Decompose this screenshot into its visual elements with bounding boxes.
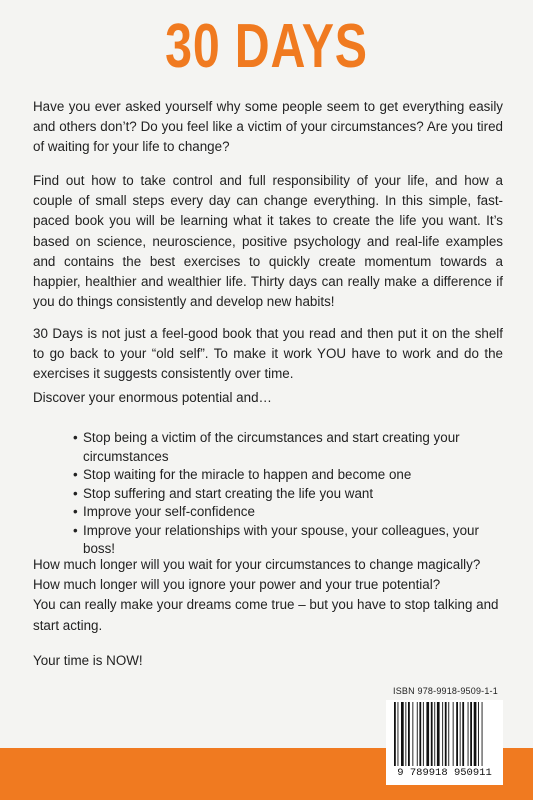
barcode-bar: [468, 702, 469, 766]
barcode-bar: [423, 702, 424, 766]
barcode-bar: [394, 702, 396, 766]
barcode-bar: [412, 702, 413, 766]
final-line: Your time is NOW!: [33, 653, 143, 668]
closing-line: How much longer will you wait for your circumstances to change magically?: [33, 557, 481, 572]
barcode-bar: [442, 702, 443, 766]
list-item: • Stop being a victim of the circumstances and start creating your circumstances: [73, 429, 513, 466]
intro-paragraph: Have you ever asked yourself why some people seem to get everything easily and others don’t? Do you feel like a victim of your circumstances? Are you tired of waiting for your life to change?: [33, 99, 503, 155]
barcode-bar: [417, 702, 418, 766]
barcode-bar: [462, 702, 464, 766]
book-title: 30 DAYS: [165, 12, 368, 81]
barcode-bar: [482, 702, 483, 766]
barcode-bar: [419, 702, 421, 766]
barcode-bar: [431, 702, 433, 766]
barcode-bar: [460, 702, 461, 766]
barcode-bar: [453, 702, 454, 766]
barcode: [386, 700, 503, 785]
barcode-bar: [470, 702, 472, 766]
description-paragraph: Find out how to take control and full responsibility of your life, and how a couple of small steps every day can change everything. In this simple, fast-paced book you will be learning what it takes to create the life you want. It’s based on science, neuroscience, positive psychology and real-life examples and contains the best exercises to quickly create momentum towards a happier, healthier and wealthier life. Thirty days can really make a difference if you do things consistently and develop new habits!: [33, 173, 503, 310]
barcode-bar: [434, 702, 435, 766]
barcode-bar: [408, 702, 410, 766]
feel-good-paragraph: 30 Days is not just a feel-good book that you read and then put it on the shelf to go back to your “old self”. To make it work YOU have to work and do the exercises it suggests consistently over time.: [33, 326, 503, 382]
closing-line: You can really make your dreams come true – but you have to stop talking and start acting.: [33, 597, 499, 633]
barcode-bar: [401, 702, 404, 766]
isbn-label: ISBN 978-9918-9509-1-1: [393, 686, 498, 696]
barcode-bar: [448, 702, 449, 766]
closing-line: How much longer will you ignore your power and your true potential?: [33, 577, 441, 593]
barcode-bars: [394, 702, 495, 766]
list-item: • Stop suffering and start creating the life you want: [73, 485, 513, 504]
discover-line: Discover your enormous potential and…: [33, 390, 272, 405]
list-item: • Stop waiting for the miracle to happen and become one: [73, 466, 513, 485]
list-item: • Improve your self-confidence: [73, 503, 513, 522]
closing-paragraph: [33, 555, 503, 636]
list-item: • Improve your relationships with your spouse, your colleagues, your boss!: [73, 522, 513, 559]
barcode-bar: [478, 702, 479, 766]
barcode-bar: [445, 702, 447, 766]
barcode-bar: [405, 702, 406, 766]
barcode-bar: [426, 702, 429, 766]
barcode-bar: [456, 702, 458, 766]
barcode-bar: [474, 702, 477, 766]
benefit-list: [73, 429, 513, 559]
barcode-bar: [437, 702, 440, 766]
barcode-bar: [398, 702, 399, 766]
barcode-number: 9 789918 950911: [397, 767, 492, 779]
